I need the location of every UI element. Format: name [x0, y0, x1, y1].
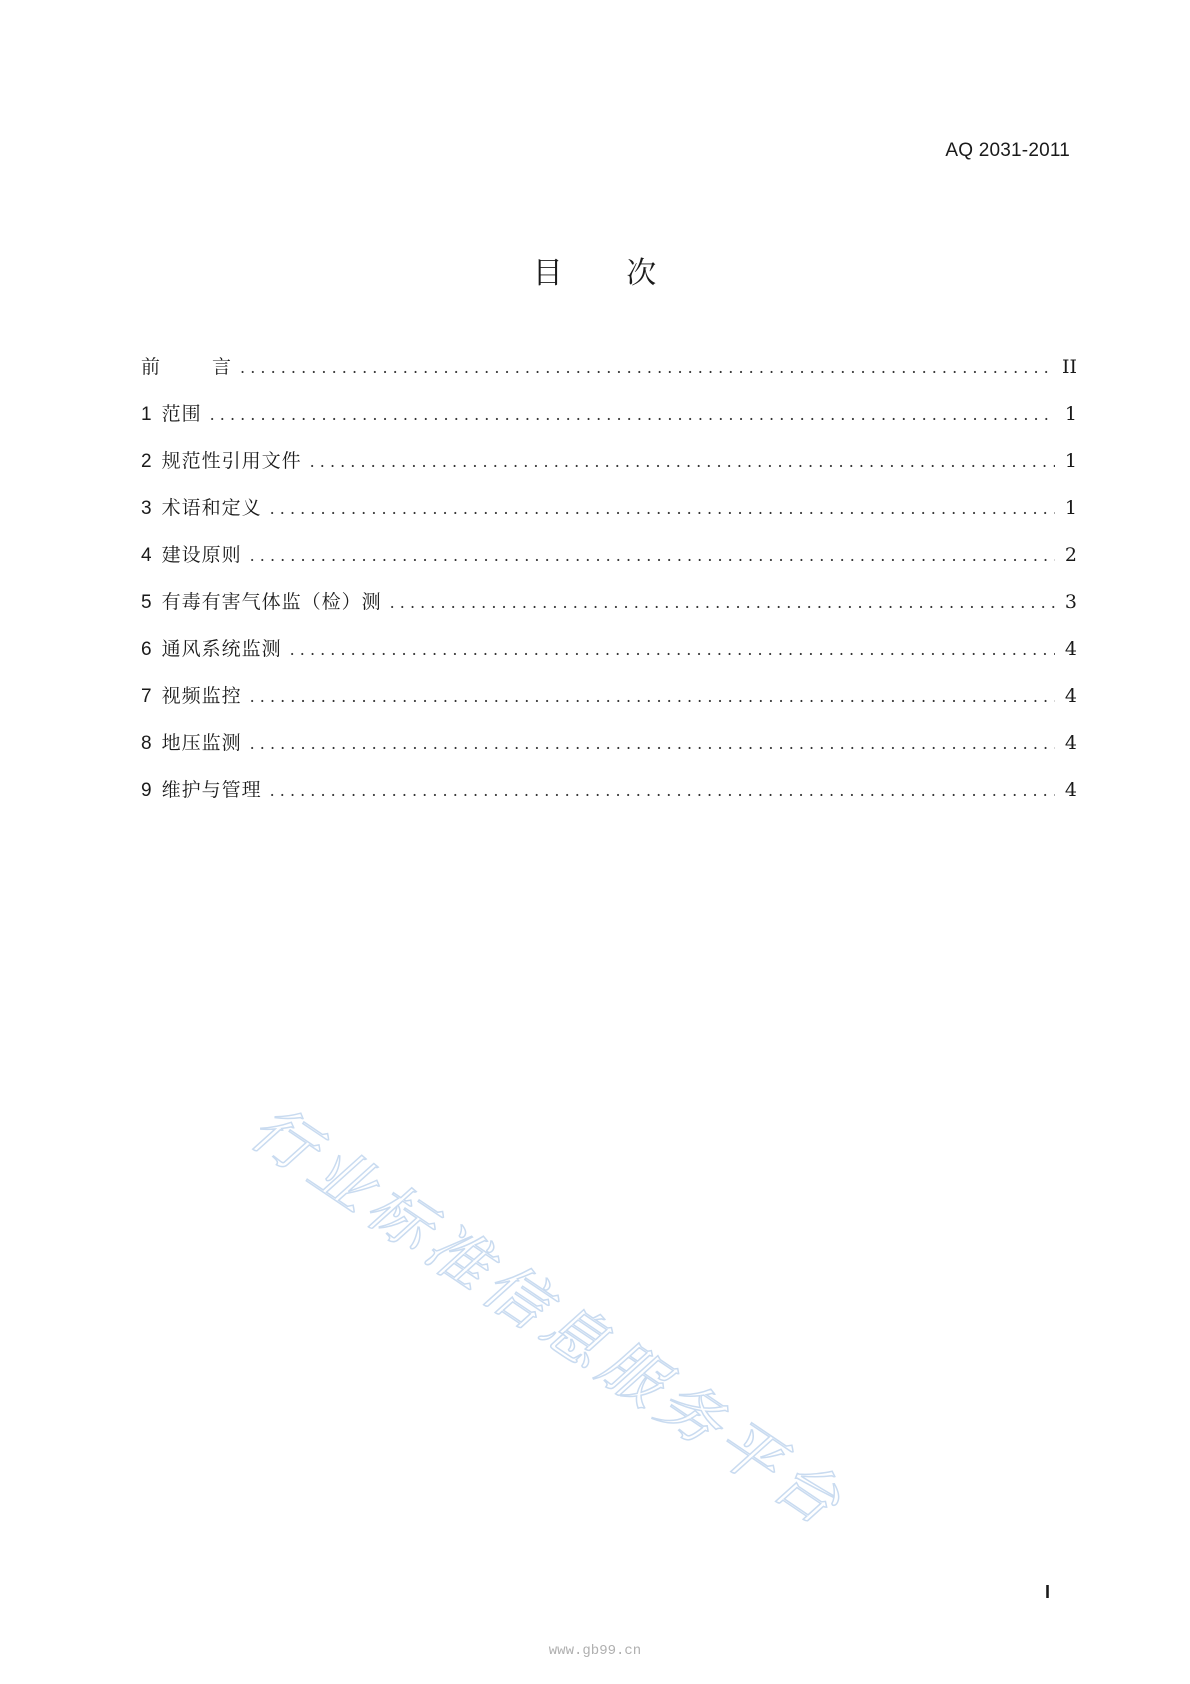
toc-entry-label: 前 言	[141, 356, 233, 378]
toc-entry-page: 1	[1064, 403, 1077, 425]
toc-entry-number: 6	[141, 639, 152, 660]
toc-entry-page: 4	[1064, 779, 1077, 801]
toc-entry-number: 5	[141, 592, 152, 613]
page-title: 目 次	[532, 256, 658, 291]
toc-entry-number: 3	[141, 498, 152, 519]
toc-entry-label: 通风系统监测	[161, 638, 282, 660]
toc-entry-number: 1	[141, 404, 152, 425]
dot-leader	[290, 640, 1055, 659]
toc-entry-number: 7	[141, 686, 152, 707]
toc-entry-page: 4	[1064, 685, 1077, 707]
toc-entry-label: 维护与管理	[161, 779, 262, 801]
dot-leader	[270, 781, 1055, 800]
watermark: 行业标准信息服务平台	[237, 1090, 860, 1543]
toc-entry-page: 4	[1064, 638, 1077, 660]
toc-entry-construction-principles[interactable]	[141, 540, 1077, 587]
dot-leader	[240, 358, 1052, 377]
dot-leader	[250, 687, 1055, 706]
dot-leader	[210, 405, 1055, 424]
toc-entry-label: 有毒有害气体监（检）测	[161, 591, 382, 613]
toc-entry-number: 9	[141, 780, 152, 801]
toc-entry-number: 8	[141, 733, 152, 754]
site-url: www.gb99.cn	[548, 1643, 642, 1659]
toc-entry-page: 4	[1064, 732, 1077, 754]
dot-leader	[270, 499, 1055, 518]
document-code: AQ 2031-2011	[945, 140, 1070, 161]
toc-entry-normative-references[interactable]	[141, 446, 1077, 493]
toc-entry-number: 2	[141, 451, 152, 472]
toc-entry-terms-definitions[interactable]	[141, 493, 1077, 540]
toc-entry-page: 2	[1064, 544, 1077, 566]
toc-entry-page: II	[1061, 356, 1077, 378]
toc-entry-maintenance-management[interactable]	[141, 775, 1077, 822]
toc-entry-label: 范围	[161, 403, 202, 425]
toc-entry-label: 地压监测	[161, 732, 242, 754]
toc-entry-label: 视频监控	[161, 685, 242, 707]
dot-leader	[390, 593, 1055, 612]
toc-entry-number: 4	[141, 545, 152, 566]
toc-entry-video-surveillance[interactable]	[141, 681, 1077, 728]
toc-entry-label: 术语和定义	[161, 497, 262, 519]
page-number: I	[1045, 1582, 1051, 1602]
toc-entry-label: 建设原则	[161, 544, 242, 566]
toc-entry-ventilation-monitoring[interactable]	[141, 634, 1077, 681]
toc-entry-page: 1	[1064, 497, 1077, 519]
toc-entry-toxic-gas-monitoring[interactable]	[141, 587, 1077, 634]
toc-entry-label: 规范性引用文件	[161, 450, 302, 472]
toc-entry-scope[interactable]	[141, 399, 1077, 446]
toc-entry-page: 3	[1064, 591, 1077, 613]
dot-leader	[250, 546, 1055, 565]
toc-entry-page: 1	[1064, 450, 1077, 472]
toc-entry-ground-pressure-monitoring[interactable]	[141, 728, 1077, 775]
dot-leader	[250, 734, 1055, 753]
toc-entry-foreword[interactable]	[141, 352, 1077, 399]
dot-leader	[310, 452, 1055, 471]
table-of-contents	[141, 352, 1077, 822]
